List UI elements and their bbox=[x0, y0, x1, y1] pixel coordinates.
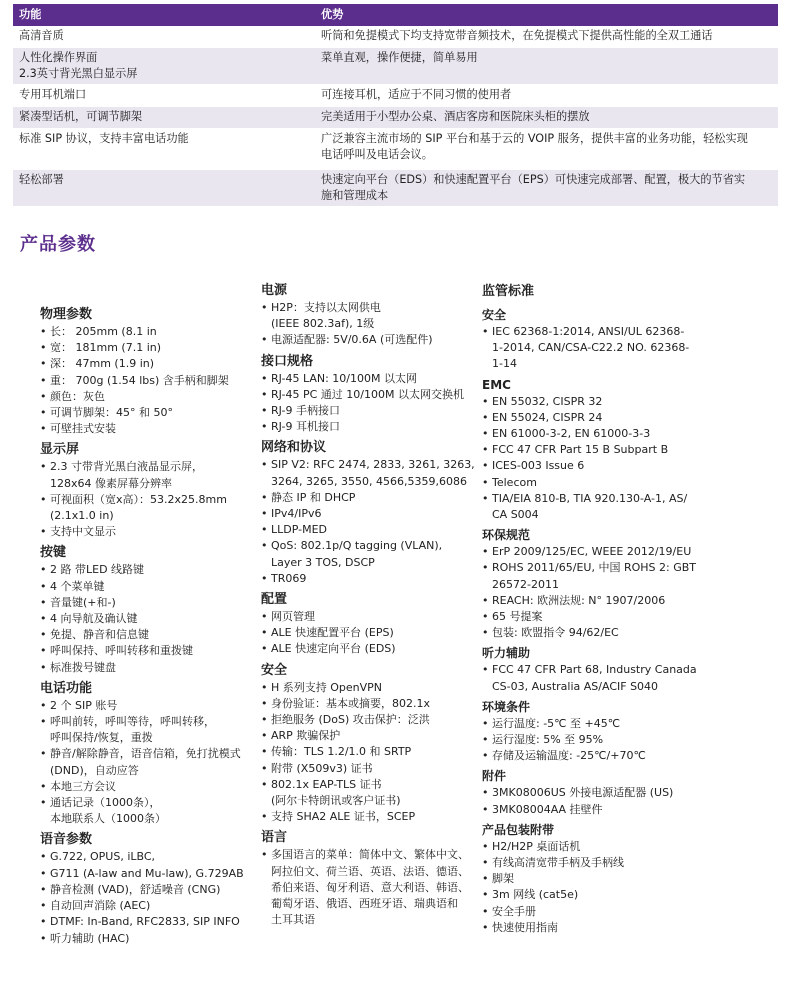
spec-group-title: 接口规格 bbox=[261, 353, 314, 369]
spec-list bbox=[40, 459, 255, 540]
spec-item: • 免提、静音和信息键 bbox=[40, 627, 255, 643]
spec-item: • TR069 bbox=[261, 571, 476, 587]
spec-group-title: 按键 bbox=[40, 545, 67, 561]
spec-item: • LLDP-MED bbox=[261, 522, 476, 538]
spec-group-title: EMC bbox=[482, 377, 511, 392]
spec-group-title: 配置 bbox=[261, 592, 288, 608]
table-row bbox=[13, 26, 778, 48]
spec-group-title: 语音参数 bbox=[40, 832, 93, 848]
spec-group-title: 环境条件 bbox=[482, 699, 531, 714]
spec-item: • Telecom bbox=[482, 475, 702, 491]
spec-list bbox=[261, 371, 476, 436]
spec-item: • RJ-9 手柄接口 bbox=[261, 403, 476, 419]
spec-list bbox=[40, 562, 255, 675]
feature-cell bbox=[13, 48, 309, 84]
cell-line: 听筒和免提模式下均支持宽带音频技术，在免提模式下提供高性能的全双工通话 bbox=[321, 29, 713, 42]
spec-item: • FCC 47 CFR Part 15 B Subpart B bbox=[482, 442, 702, 458]
spec-item: • TIA/EIA 810-B, TIA 920.130-A-1, AS/ CA S004 bbox=[482, 491, 702, 523]
spec-list bbox=[40, 324, 255, 437]
spec-list bbox=[261, 300, 476, 349]
spec-group-title: 电源 bbox=[261, 283, 288, 298]
cell-line: 专用耳机端口 bbox=[19, 88, 87, 101]
spec-item: • REACH: 欧洲法规: N° 1907/2006 bbox=[482, 593, 702, 609]
spec-item: • 可调节脚架：45° 和 50° bbox=[40, 405, 255, 421]
table-row bbox=[13, 170, 778, 207]
spec-item: • RJ-45 LAN: 10/100M 以太网 bbox=[261, 371, 476, 387]
spec-item: • 安全手册 bbox=[482, 904, 702, 920]
cell-line: 2.3英寸背光黑白显示屏 bbox=[19, 67, 138, 80]
spec-list bbox=[482, 544, 702, 641]
cell-line: 菜单直观，操作便捷，简单易用 bbox=[321, 51, 478, 64]
spec-item: • 网页管理 bbox=[261, 609, 476, 625]
spec-group-title: 附件 bbox=[482, 769, 507, 784]
spec-item: • ErP 2009/125/EC, WEEE 2012/19/EU bbox=[482, 544, 702, 560]
spec-group-title: 显示屏 bbox=[40, 442, 80, 458]
table-header bbox=[13, 4, 778, 26]
spec-list bbox=[482, 394, 702, 524]
spec-group-title: 网络和协议 bbox=[261, 440, 327, 456]
spec-list bbox=[40, 849, 255, 946]
spec-group-title: 安全 bbox=[261, 662, 288, 678]
spec-column-3 bbox=[482, 283, 702, 940]
spec-item: • 长： 205mm (8.1 in bbox=[40, 324, 255, 340]
advantage-cell bbox=[309, 85, 778, 106]
table-row bbox=[13, 107, 778, 129]
spec-item: • 标准拨号键盘 bbox=[40, 660, 255, 676]
spec-item: • 音量键(+和-) bbox=[40, 595, 255, 611]
spec-item: • 3MK08004AA 挂壁件 bbox=[482, 802, 702, 818]
spec-item: • 802.1x EAP-TLS 证书 (阿尔卡特朗讯或客户证书) bbox=[261, 777, 476, 809]
spec-list bbox=[40, 698, 255, 828]
cell-line: 人性化操作界面 bbox=[19, 51, 98, 64]
spec-item: • 颜色：灰色 bbox=[40, 389, 255, 405]
spec-item: • 静音检测 (VAD)，舒适噪音 (CNG) bbox=[40, 882, 255, 898]
spec-item: • ROHS 2011/65/EU, 中国 ROHS 2: GBT 26572-2011 bbox=[482, 560, 702, 592]
spec-item: • 包装: 欧盟指令 94/62/EC bbox=[482, 625, 702, 641]
regulatory-title: 监管标准 bbox=[482, 284, 535, 299]
cell-line: 高清音质 bbox=[19, 29, 64, 42]
spec-item: • 有线高清宽带手柄及手柄线 bbox=[482, 855, 702, 871]
spec-list bbox=[482, 839, 702, 936]
spec-item: • 2.3 寸带背光黑白液晶显示屏， 128x64 像素屏幕分辨率 bbox=[40, 459, 255, 491]
table-row bbox=[13, 85, 778, 107]
spec-item: • RJ-45 PC 通过 10/100M 以太网交换机 bbox=[261, 387, 476, 403]
header-feature: 功能 bbox=[19, 8, 42, 21]
spec-item: • 本地三方会议 bbox=[40, 779, 255, 795]
feature-cell bbox=[13, 129, 309, 169]
spec-column-2 bbox=[261, 282, 476, 933]
feature-cell bbox=[13, 170, 309, 206]
spec-item: • G.722, OPUS, iLBC, bbox=[40, 849, 255, 865]
spec-item: • 通话记录（1000条）， 本地联系人（1000条） bbox=[40, 795, 255, 827]
spec-item: • 支持中文显示 bbox=[40, 524, 255, 540]
spec-item: • 重： 700g (1.54 lbs) 含手柄和脚架 bbox=[40, 373, 255, 389]
spec-group-title: 物理参数 bbox=[40, 307, 93, 322]
spec-item: • EN 55032, CISPR 32 bbox=[482, 394, 702, 410]
spec-item: • 身份验证：基本或摘要，802.1x bbox=[261, 696, 476, 712]
feature-cell bbox=[13, 107, 309, 128]
spec-item: • QoS: 802.1p/Q tagging (VLAN), Layer 3 TOS, DSCP bbox=[261, 538, 476, 570]
cell-line: 广泛兼容主流市场的 SIP 平台和基于云的 VOIP 服务，提供丰富的业务功能，轻松实现 bbox=[321, 132, 748, 145]
spec-item: • SIP V2: RFC 2474, 2833, 3261, 3263, 3264, 3265, 3550, 4566,5359,6086 bbox=[261, 457, 476, 489]
spec-item: • 深： 47mm (1.9 in) bbox=[40, 356, 255, 372]
cell-line: 标准 SIP 协议，支持丰富电话功能 bbox=[19, 132, 189, 145]
spec-item: • 静态 IP 和 DHCP bbox=[261, 490, 476, 506]
spec-item: • 拒绝服务 (DoS) 攻击保护：泛洪 bbox=[261, 712, 476, 728]
spec-item: • H 系列支持 OpenVPN bbox=[261, 680, 476, 696]
spec-list bbox=[261, 609, 476, 658]
spec-group-title: 安全 bbox=[482, 308, 507, 322]
cell-line: 完美适用于小型办公桌、酒店客房和医院床头柜的摆放 bbox=[321, 110, 590, 123]
regulatory-groups bbox=[482, 307, 702, 940]
spec-list bbox=[261, 680, 476, 826]
table-body bbox=[13, 26, 778, 207]
feature-cell bbox=[13, 85, 309, 106]
table-row bbox=[13, 129, 778, 170]
section-title: 产品参数 bbox=[20, 234, 96, 255]
spec-item: • 运行温度: -5℃ 至 +45℃ bbox=[482, 716, 702, 732]
spec-list bbox=[261, 847, 476, 928]
cell-line: 施和管理成本 bbox=[321, 189, 389, 202]
table-row bbox=[13, 48, 778, 85]
spec-item: • EN 55024, CISPR 24 bbox=[482, 410, 702, 426]
spec-item: • 多国语言的菜单：简体中文、繁体中文、 阿拉伯文、荷兰语、英语、法语、德语、 希伯来语、匈牙利语、意大利语、韩语、 葡萄牙语、俄语、西班牙语、瑞典语和 土耳其语 bbox=[261, 847, 476, 928]
spec-item: • 宽： 181mm (7.1 in) bbox=[40, 340, 255, 356]
spec-item: • 传输：TLS 1.2/1.0 和 SRTP bbox=[261, 744, 476, 760]
spec-item: • 2 路 带LED 线路键 bbox=[40, 562, 255, 578]
spec-item: • 静音/解除静音，语音信箱，免打扰模式 (DND)，自动应答 bbox=[40, 746, 255, 778]
spec-item: • ICES-003 Issue 6 bbox=[482, 458, 702, 474]
spec-item: • 4 个菜单键 bbox=[40, 579, 255, 595]
cell-line: 电话呼叫及电话会议。 bbox=[321, 148, 433, 161]
spec-item: • 支持 SHA2 ALE 证书，SCEP bbox=[261, 809, 476, 825]
spec-item: • H2/H2P 桌面话机 bbox=[482, 839, 702, 855]
spec-item: • 4 向导航及确认键 bbox=[40, 611, 255, 627]
spec-item: • IEC 62368-1:2014, ANSI/UL 62368- 1-2014, CAN/CSA-C22.2 NO. 62368- 1-14 bbox=[482, 324, 702, 373]
spec-item: • 可壁挂式安装 bbox=[40, 421, 255, 437]
spec-item: • 附带 (X509v3) 证书 bbox=[261, 761, 476, 777]
spec-item: • 可视面积（宽x高）：53.2x25.8mm (2.1x1.0 in) bbox=[40, 492, 255, 524]
advantage-cell bbox=[309, 129, 778, 169]
spec-item: • DTMF: In-Band, RFC2833, SIP INFO bbox=[40, 914, 255, 930]
cell-line: 紧凑型话机，可调节脚架 bbox=[19, 110, 143, 123]
spec-item: • 3m 网线 (cat5e) bbox=[482, 887, 702, 903]
spec-item: • ALE 快速配置平台 (EPS) bbox=[261, 625, 476, 641]
spec-group-title: 语言 bbox=[261, 830, 288, 846]
advantage-cell bbox=[309, 26, 778, 47]
advantage-cell bbox=[309, 48, 778, 84]
spec-list bbox=[482, 324, 702, 373]
feature-table bbox=[13, 4, 778, 207]
spec-item: • 3MK08006US 外接电源适配器 (US) bbox=[482, 785, 702, 801]
spec-item: • ARP 欺骗保护 bbox=[261, 728, 476, 744]
cell-line: 快速定向平台（EDS）和快速配置平台（EPS）可快速完成部署、配置，极大的节省实 bbox=[321, 173, 746, 186]
spec-item: • 呼叫保持、呼叫转移和重拨键 bbox=[40, 643, 255, 659]
cell-line: 轻松部署 bbox=[19, 173, 64, 186]
spec-list bbox=[482, 662, 702, 694]
spec-group-title: 电话功能 bbox=[40, 680, 93, 696]
advantage-cell bbox=[309, 170, 778, 206]
spec-item: • H2P：支持以太网供电 (IEEE 802.3af), 1级 bbox=[261, 300, 476, 332]
spec-group-title: 产品包装附带 bbox=[482, 822, 555, 837]
spec-item: • 听力辅助 (HAC) bbox=[40, 931, 255, 947]
spec-item: • 脚架 bbox=[482, 871, 702, 887]
spec-item: • RJ-9 耳机接口 bbox=[261, 419, 476, 435]
spec-item: • EN 61000-3-2, EN 61000-3-3 bbox=[482, 426, 702, 442]
spec-item: • 呼叫前转，呼叫等待，呼叫转移， 呼叫保持/恢复，重拨 bbox=[40, 714, 255, 746]
feature-cell bbox=[13, 26, 309, 47]
spec-item: • ALE 快速定向平台 (EDS) bbox=[261, 641, 476, 657]
spec-item: • 电源适配器: 5V/0.6A (可选配件) bbox=[261, 332, 476, 348]
spec-list bbox=[261, 457, 476, 587]
spec-item: • 运行湿度: 5% 至 95% bbox=[482, 732, 702, 748]
spec-item: • IPv4/IPv6 bbox=[261, 506, 476, 522]
spec-group-title: 听力辅助 bbox=[482, 646, 531, 661]
advantage-cell bbox=[309, 107, 778, 128]
spec-item: • 2 个 SIP 账号 bbox=[40, 698, 255, 714]
spec-item: • 快速使用指南 bbox=[482, 920, 702, 936]
spec-column-1 bbox=[40, 306, 255, 951]
header-advantage: 优势 bbox=[321, 8, 344, 21]
spec-group-title: 环保规范 bbox=[482, 528, 531, 543]
cell-line: 可连接耳机，适应于不同习惯的使用者 bbox=[321, 88, 512, 101]
spec-list bbox=[482, 716, 702, 765]
spec-item: • G711 (A-law and Mu-law), G.729AB bbox=[40, 866, 255, 882]
spec-item: • 存储及运输温度: -25℃/+70℃ bbox=[482, 748, 702, 764]
spec-list bbox=[482, 785, 702, 817]
spec-item: • 自动回声消除 (AEC) bbox=[40, 898, 255, 914]
spec-item: • FCC 47 CFR Part 68, Industry Canada CS-03, Australia AS/ACIF S040 bbox=[482, 662, 702, 694]
spec-item: • 65 号提案 bbox=[482, 609, 702, 625]
